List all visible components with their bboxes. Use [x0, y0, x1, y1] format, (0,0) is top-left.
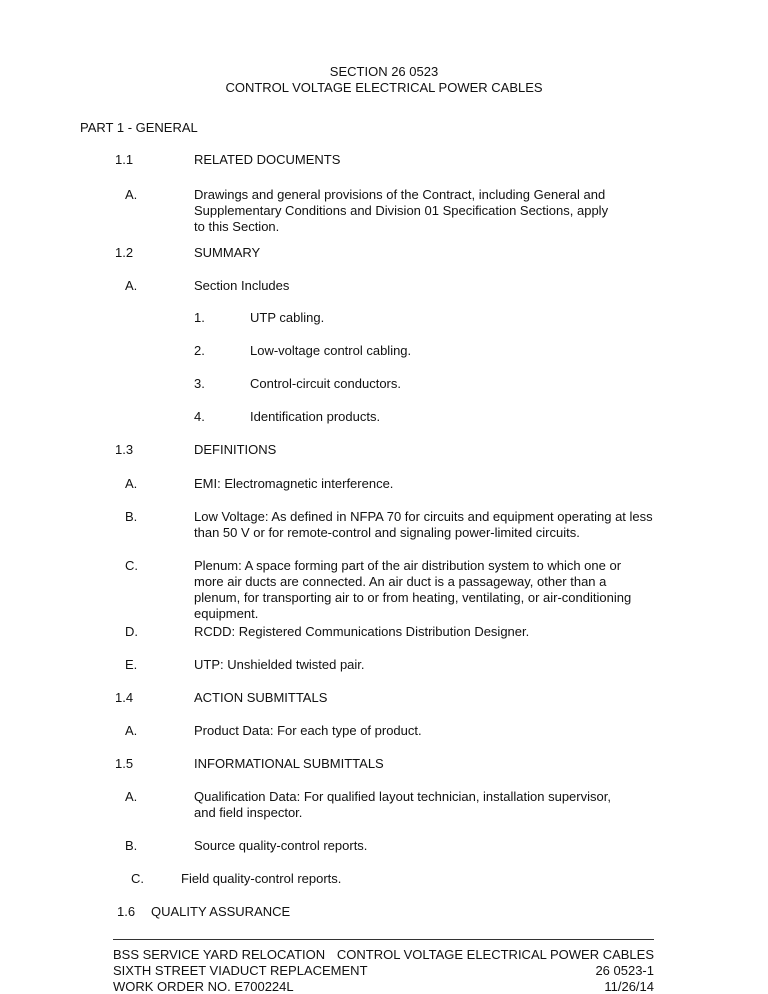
article-number: 1.6 — [117, 904, 136, 919]
paragraph-letter: C. — [125, 558, 138, 573]
paragraph-letter: A. — [125, 278, 138, 293]
part-heading: PART 1 - GENERAL — [80, 120, 198, 135]
paragraph-letter: A. — [125, 476, 138, 491]
paragraph-letter: D. — [125, 624, 138, 639]
article-title: SUMMARY — [194, 245, 261, 260]
article-number: 1.3 — [115, 442, 134, 457]
article-title: DEFINITIONS — [194, 442, 277, 457]
article-number: 1.2 — [115, 245, 134, 260]
paragraph-text: Field quality-control reports. — [181, 871, 342, 886]
paragraph-text: EMI: Electromagnetic interference. — [194, 476, 394, 491]
article-number: 1.4 — [115, 690, 134, 705]
item-text: Control-circuit conductors. — [250, 376, 401, 391]
footer-project: BSS SERVICE YARD RELOCATION — [113, 947, 326, 962]
item-number: 4. — [194, 409, 205, 424]
item-number: 2. — [194, 343, 205, 358]
footer-section-title: CONTROL VOLTAGE ELECTRICAL POWER CABLES — [336, 947, 654, 962]
paragraph-letter: A. — [125, 723, 138, 738]
paragraph-text: Product Data: For each type of product. — [194, 723, 422, 738]
paragraph-text: Low Voltage: As defined in NFPA 70 for circuits and equipment operating at less than 50 V or for remote-control and signaling power-limited circuits. — [194, 509, 653, 540]
article-number: 1.1 — [115, 152, 134, 167]
paragraph-letter: C. — [131, 871, 144, 886]
paragraph-letter: B. — [125, 509, 138, 524]
item-number: 3. — [194, 376, 205, 391]
footer-page-number: 26 0523-1 — [595, 963, 654, 978]
paragraph-letter: E. — [125, 657, 138, 672]
paragraph-text: Section Includes — [194, 278, 290, 293]
item-text: UTP cabling. — [250, 310, 325, 325]
section-number: SECTION 26 0523 — [329, 64, 439, 79]
paragraph-text: Source quality-control reports. — [194, 838, 368, 853]
item-text: Identification products. — [250, 409, 381, 424]
item-number: 1. — [194, 310, 205, 325]
footer-project: SIXTH STREET VIADUCT REPLACEMENT — [113, 963, 368, 978]
paragraph-text: Qualification Data: For qualified layout technician, installation supervisor, and field inspector. — [194, 789, 611, 820]
paragraph-text: RCDD: Registered Communications Distribution Designer. — [194, 624, 530, 639]
paragraph-letter: A. — [125, 187, 138, 202]
item-text: Low-voltage control cabling. — [250, 343, 412, 358]
paragraph-text: Drawings and general provisions of the Contract, including General and Supplementary Conditions and Division 01 Specification Sections, apply to this Section. — [194, 187, 609, 234]
paragraph-letter: B. — [125, 838, 138, 853]
footer-work-order: WORK ORDER NO. E700224L — [113, 979, 294, 994]
paragraph-letter: A. — [125, 789, 138, 804]
article-title: RELATED DOCUMENTS — [194, 152, 341, 167]
paragraph-text: Plenum: A space forming part of the air distribution system to which one or more air ducts are connected. An air duct is a passageway, other than a plenum, for transporting air to or from heating, ventilating, or air-conditioning equipment. — [194, 558, 632, 621]
section-title: CONTROL VOLTAGE ELECTRICAL POWER CABLES — [225, 80, 543, 95]
article-number: 1.5 — [115, 756, 134, 771]
footer-date: 11/26/14 — [604, 979, 654, 994]
article-title: QUALITY ASSURANCE — [151, 904, 291, 919]
footer-rule — [113, 939, 654, 940]
article-title: ACTION SUBMITTALS — [194, 690, 328, 705]
paragraph-text: UTP: Unshielded twisted pair. — [194, 657, 365, 672]
article-title: INFORMATIONAL SUBMITTALS — [194, 756, 384, 771]
